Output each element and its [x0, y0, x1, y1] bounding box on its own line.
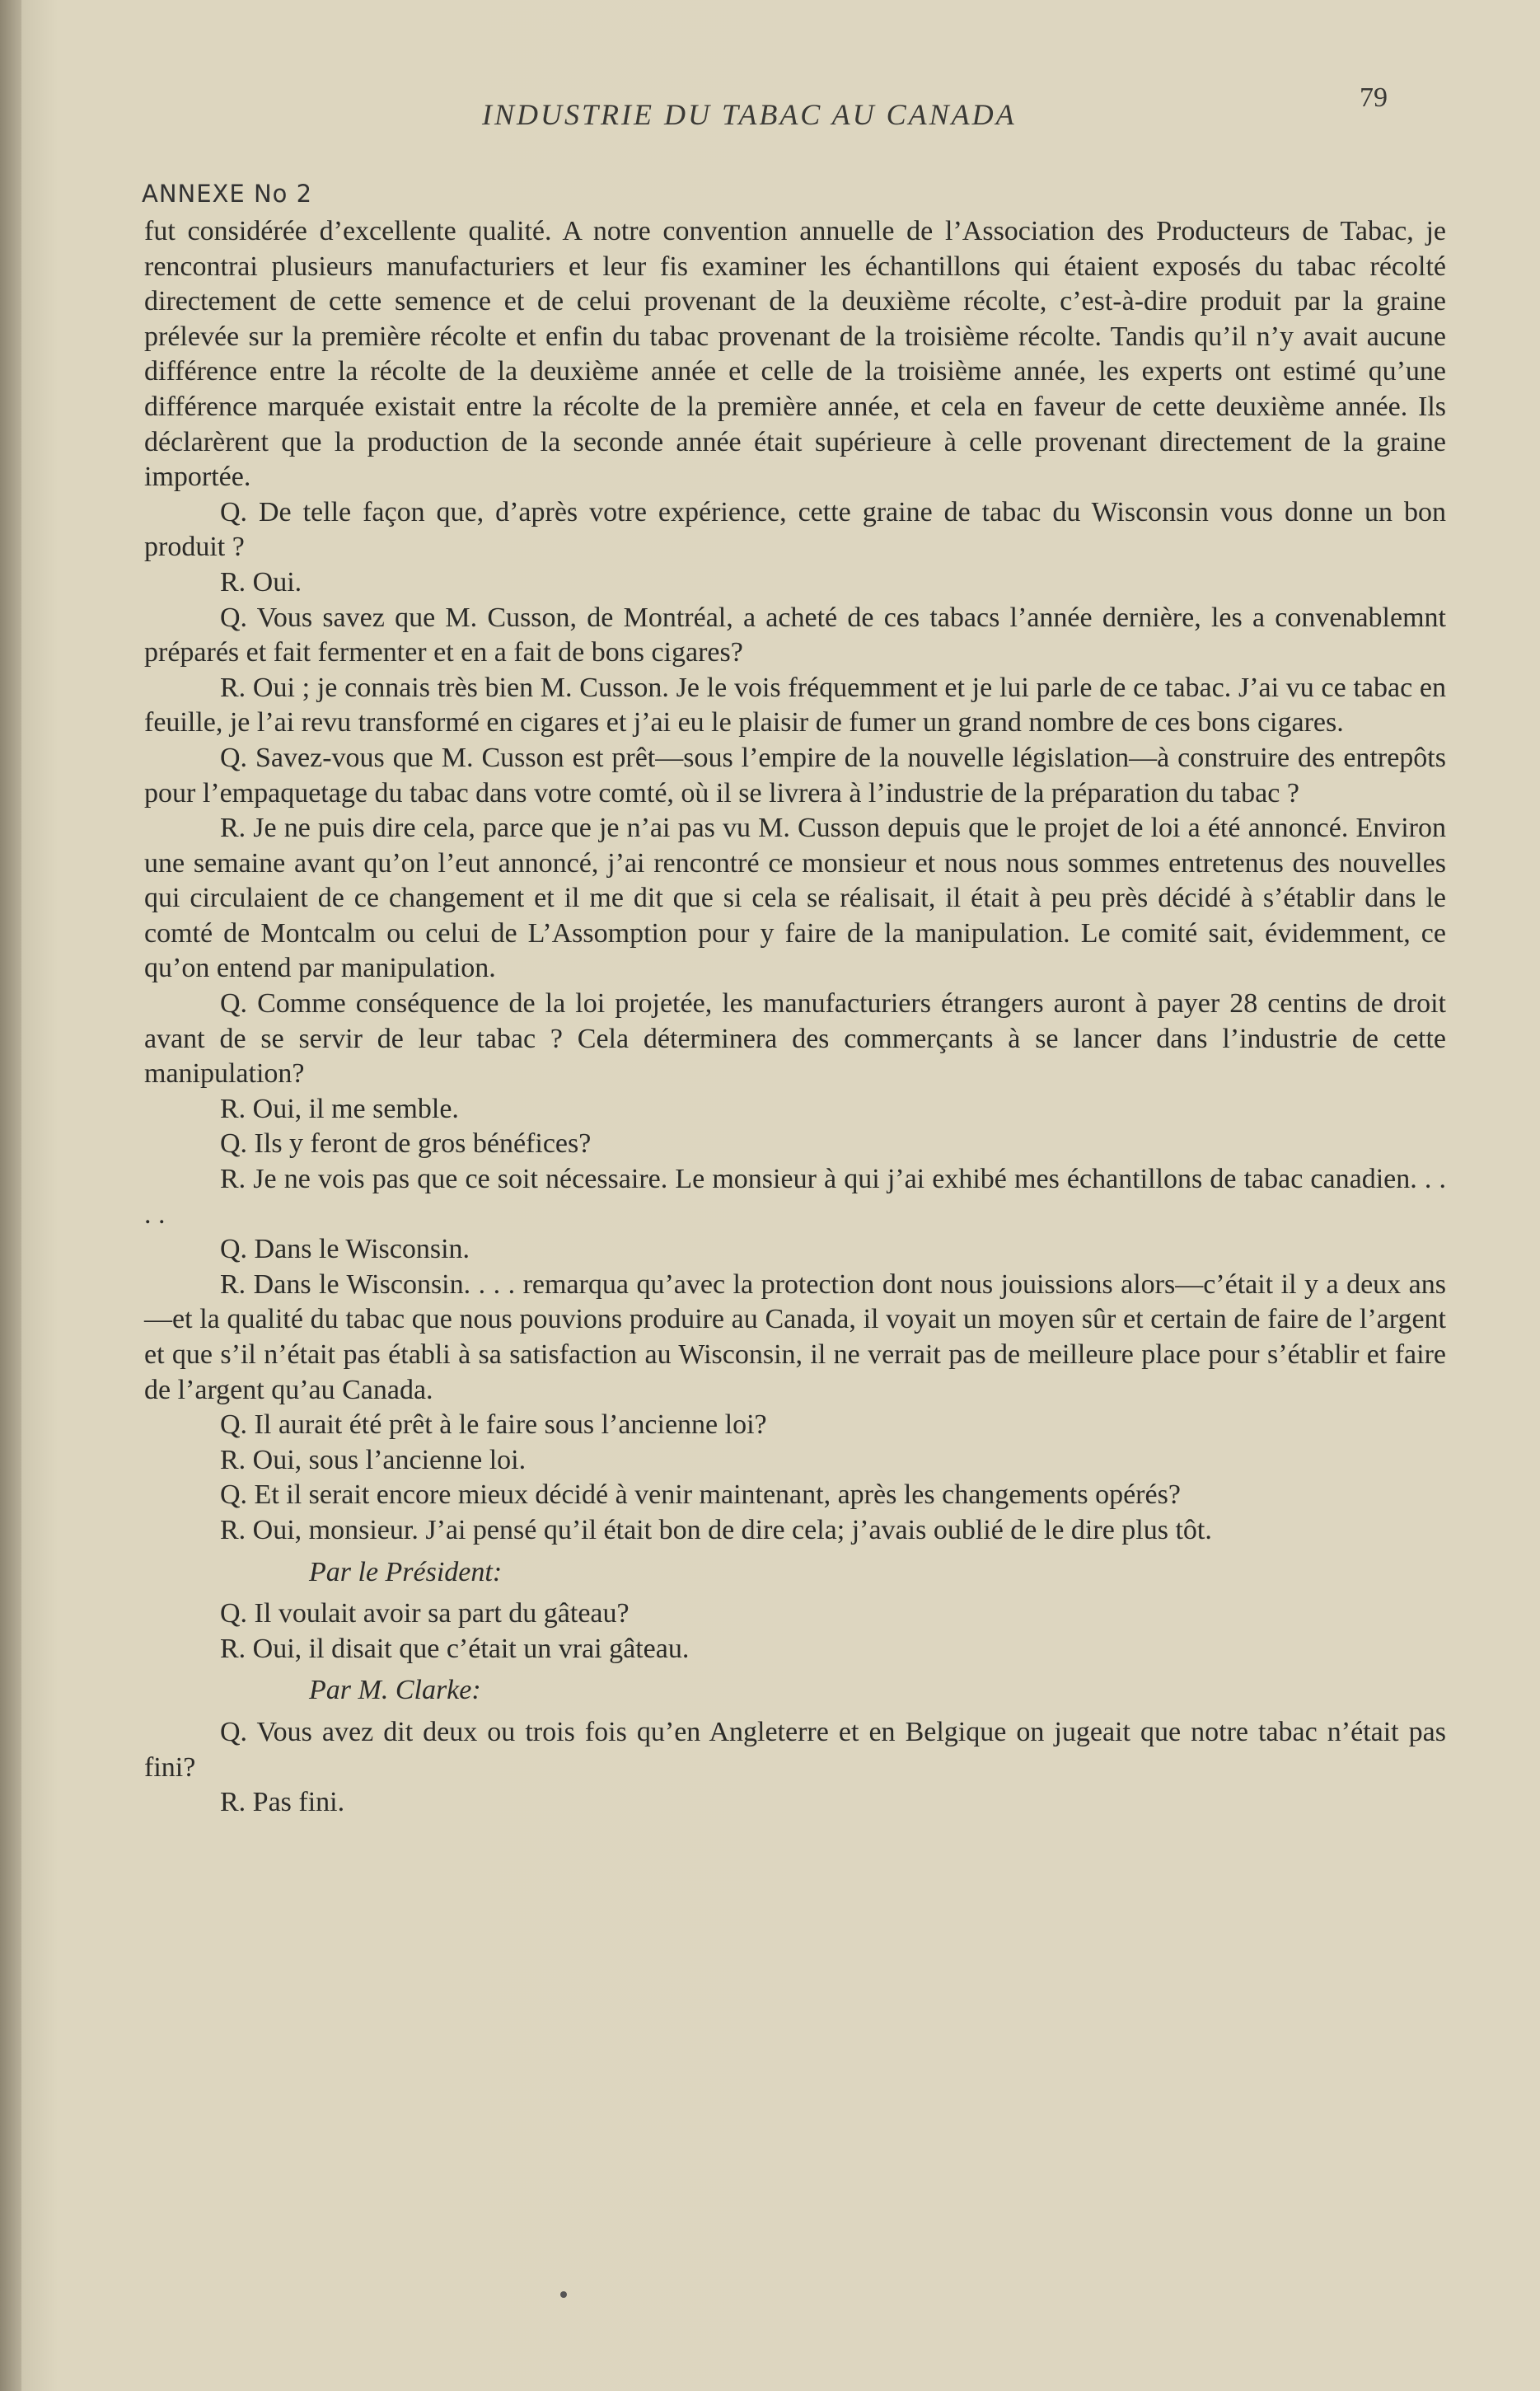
paragraph: R. Je ne vois pas que ce soit nécessaire. Le monsieur à qui j’ai exhibé mes échantillons de tabac canadien. . . . . [144, 1164, 1446, 1230]
paragraph: Q. Comme conséquence de la loi projetée, les manufacturiers étrangers auront à payer 28 centins de droit avant de se servir de leur tabac ? Cela déterminera des commerçants à se lancer dans l’industrie de cette manipulation? [144, 988, 1446, 1090]
paragraph: fut considérée d’excellente qualité. A notre convention annuelle de l’Association des Producteurs de Tabac, je rencontrai plusieurs manufacturiers et leur fis examiner les échantillons qui étaient exposés du tabac récolté directement de cette semence et de celui provenant de la deuxième récolte, c’est-à-dire produit par la graine prélevée sur la première récolte et enfin du tabac provenant de la troisième récolte. Tandis qu’il n’y avait aucune différence entre la récolte de la deuxième année et celle de la troisième année, les experts ont estimé qu’une différence marquée existait entre la récolte de la première année, et cela en faveur de cette deuxième année. Ils déclarèrent que la production de la seconde année était supérieure à celle provenant directement de la graine importée. [144, 216, 1446, 493]
paragraph: Q. Il aurait été prêt à le faire sous l’ancienne loi? [220, 1409, 767, 1441]
page-number: 79 [1360, 82, 1388, 113]
annexe-label: ANNEXE No 2 [142, 180, 313, 208]
paragraph: R. Oui. [220, 566, 302, 598]
paragraph: R. Oui, sous l’ancienne loi. [220, 1444, 527, 1475]
speaker-heading: Par M. Clarke: [309, 1675, 481, 1706]
book-gutter [0, 0, 21, 2391]
running-title: INDUSTRIE DU TABAC AU CANADA [482, 98, 1017, 131]
paragraph: Q. Et il serait encore mieux décidé à venir maintenant, après les changements opérés? [220, 1479, 1181, 1511]
body-text [144, 214, 1446, 1821]
paragraph: Q. Ils y feront de gros bénéfices? [220, 1128, 592, 1160]
paragraph: R. Oui, il me semble. [220, 1093, 459, 1124]
paragraph: Q. Il voulait avoir sa part du gâteau? [220, 1598, 630, 1629]
paragraph: R. Oui, monsieur. J’ai pensé qu’il était bon de dire cela; j’avais oublié de le dire plus tôt. [220, 1514, 1212, 1545]
paragraph: R. Dans le Wisconsin. . . . remarqua qu’avec la protection dont nous jouissions alors—c’était il y a deux ans—et la qualité du tabac que nous pouvions produire au Canada, il voyait un moyen sûr et certain de faire de l’argent et que s’il n’était pas établi à sa satisfaction au Wisconsin, il ne verrait pas de meilleure place pour s’établir et faire de l’argent qu’au Canada. [144, 1268, 1446, 1405]
speaker-heading: Par le Président: [309, 1556, 503, 1587]
paragraph: Q. Dans le Wisconsin. [220, 1234, 470, 1265]
paragraph: Q. Vous savez que M. Cusson, de Montréal, a acheté de ces tabacs l’année dernière, les a convenablemnt préparés et fait fermenter et en a fait de bons cigares? [144, 602, 1446, 668]
paragraph: Q. De telle façon que, d’après votre expérience, cette graine de tabac du Wisconsin vous donne un bon produit ? [144, 496, 1446, 563]
paragraph: R. Je ne puis dire cela, parce que je n’ai pas vu M. Cusson depuis que le projet de loi a été annoncé. Environ une semaine avant qu’on l’eut annoncé, j’ai rencontré ce monsieur et nous nous sommes entretenus des nouvelles qui circulaient de ce changement et il me dit que si cela se réalisait, il était à peu près décidé à s’établir dans le comté de Montcalm ou celui de L’Assomption pour y faire de la manipulation. Le comité sait, évidemment, ce qu’on entend par manipulation. [144, 813, 1446, 984]
ink-speck [560, 2291, 567, 2298]
paragraph: Q. Savez-vous que M. Cusson est prêt—sous l’empire de la nouvelle législation—à construire des entrepôts pour l’empaquetage du tabac dans votre comté, où il se livrera à l’industrie de la préparation du tabac ? [144, 742, 1446, 809]
paragraph: R. Oui, il disait que c’était un vrai gâteau. [220, 1633, 690, 1664]
paragraph: R. Oui ; je connais très bien M. Cusson. Je le vois fréquemment et je lui parle de ce tabac. J’ai vu ce tabac en feuille, je l’ai revu transformé en cigares et j’ai eu le plaisir de fumer un grand nombre de ces bons cigares. [144, 672, 1446, 738]
paragraph: Q. Vous avez dit deux ou trois fois qu’en Angleterre et en Belgique on jugeait que notre tabac n’était pas fini? [144, 1716, 1446, 1783]
paragraph: R. Pas fini. [220, 1787, 345, 1818]
